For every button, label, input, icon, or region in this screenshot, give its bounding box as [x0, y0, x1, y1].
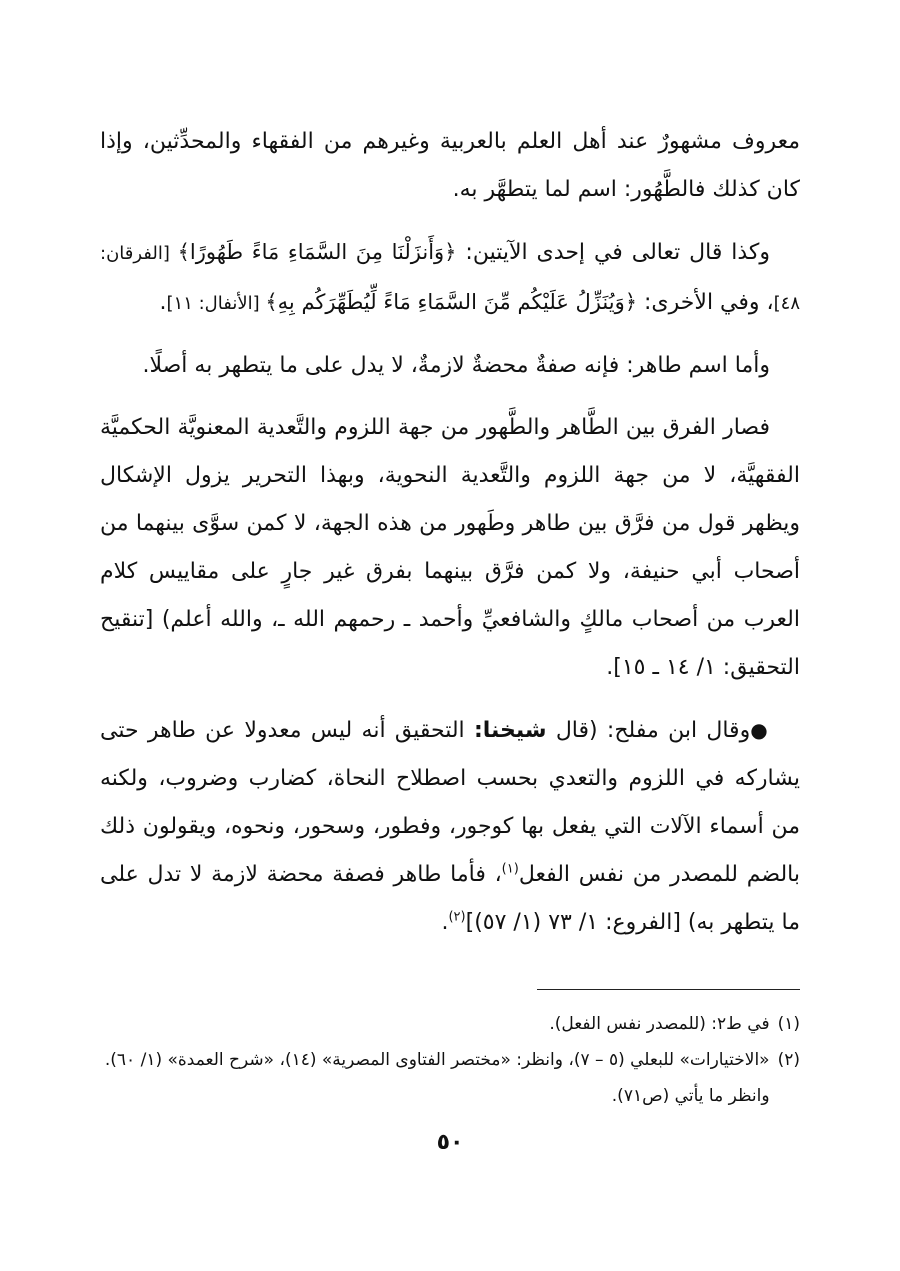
footnote-1	[100, 1006, 800, 1042]
bullet-icon: ●	[750, 718, 770, 742]
shaykh-label: شيخنا:	[473, 718, 547, 743]
paragraph-1: معروف مشهورٌ عند أهل العلم بالعربية وغيرهم من الفقهاء والمحدِّثين، وإذا كان كذلك فالطَّهُور: اسم لما يتطهَّر به.	[100, 129, 800, 202]
paragraph-2	[100, 228, 800, 328]
para2-connector: ، وفي الأخرى:	[637, 290, 774, 315]
quran-verse-anfal: ﴿وَيُنَزِّلُ عَلَيْكُم مِّنَ السَّمَاءِ مَاءً لِّيُطَهِّرَكُم بِهِ﴾	[265, 290, 638, 314]
para5-period: .	[441, 910, 449, 935]
reference-furqan: [الفرقان: ٤٨]	[100, 243, 800, 314]
footnote-number: (٢)	[777, 1050, 800, 1070]
quran-verse-furqan: ﴿وَأَنزَلْنَا مِنَ السَّمَاءِ مَاءً طَهُورًا﴾	[177, 240, 457, 264]
para5-end: ، فأما طاهر فصفة محضة لازمة لا تدل على ما يتطهر به) [الفروع: ١/ ٧٣ (١/ ٥٧)]	[100, 862, 800, 935]
paragraph-5	[100, 706, 800, 947]
footnote-number: (١)	[777, 1014, 800, 1034]
reference-anfal: [الأنفال: ١١]	[166, 293, 266, 314]
main-text	[100, 118, 800, 947]
footnote-text: في ط٢: (للمصدر نفس الفعل).	[549, 1014, 770, 1034]
footnote-separator	[537, 989, 800, 990]
footnote-text: «الاختيارات» للبعلي (٥ – ٧)، وانظر: «مختصر الفتاوى المصرية» (١٤)، «شرح العمدة» (١/ ٦٠). وانظر ما يأتي (ص٧١).	[104, 1050, 770, 1106]
footnote-ref-1[interactable]: (١)	[501, 861, 519, 877]
paragraph-4: فصار الفرق بين الطَّاهر والطَّهور من جهة اللزوم والتَّعدية المعنويَّة الحكميَّة الفقهيَّة، لا من جهة اللزوم والتَّعدية النحوية، وبهذا التحرير يزول الإشكال ويظهر قول من فرَّق بين طاهر وطَهور من هذه الجهة، لا كمن سوَّى بينهما من أصحاب أبي حنيفة، ولا كمن فرَّق بينهما بفرق غير جارٍ على مقاييس كلام العرب من أصحاب مالكٍ والشافعيِّ وأحمد ـ رحمهم الله ـ، والله أعلم) [تنقيح التحقيق: ١/ ١٤ ـ ١٥].	[100, 415, 800, 680]
footnote-ref-2[interactable]: (٢)	[448, 909, 466, 925]
paragraph-3: وأما اسم طاهر: فإنه صفةٌ محضةٌ لازمةٌ، لا يدل على ما يتطهر به أصلًا.	[142, 353, 770, 378]
footnote-2	[100, 1042, 800, 1114]
para5-start: وقال ابن مفلح: (قال	[546, 718, 751, 743]
para2-intro: وكذا قال تعالى في إحدى الآيتين:	[456, 240, 771, 265]
page-number: ٥٠	[436, 1130, 464, 1155]
footnotes	[100, 1006, 800, 1114]
para2-end: .	[159, 290, 167, 315]
para5-middle: التحقيق أنه ليس معدولا عن طاهر حتى يشاركه في اللزوم والتعدي بحسب اصطلاح النحاة، كضارب وضروب، ولكنه من أسماء الآلات التي يفعل بها كوجور، وفطور، وسحور، ونحوه، ويقولون ذلك بالضم للمصدر من نفس الفعل	[100, 718, 800, 887]
